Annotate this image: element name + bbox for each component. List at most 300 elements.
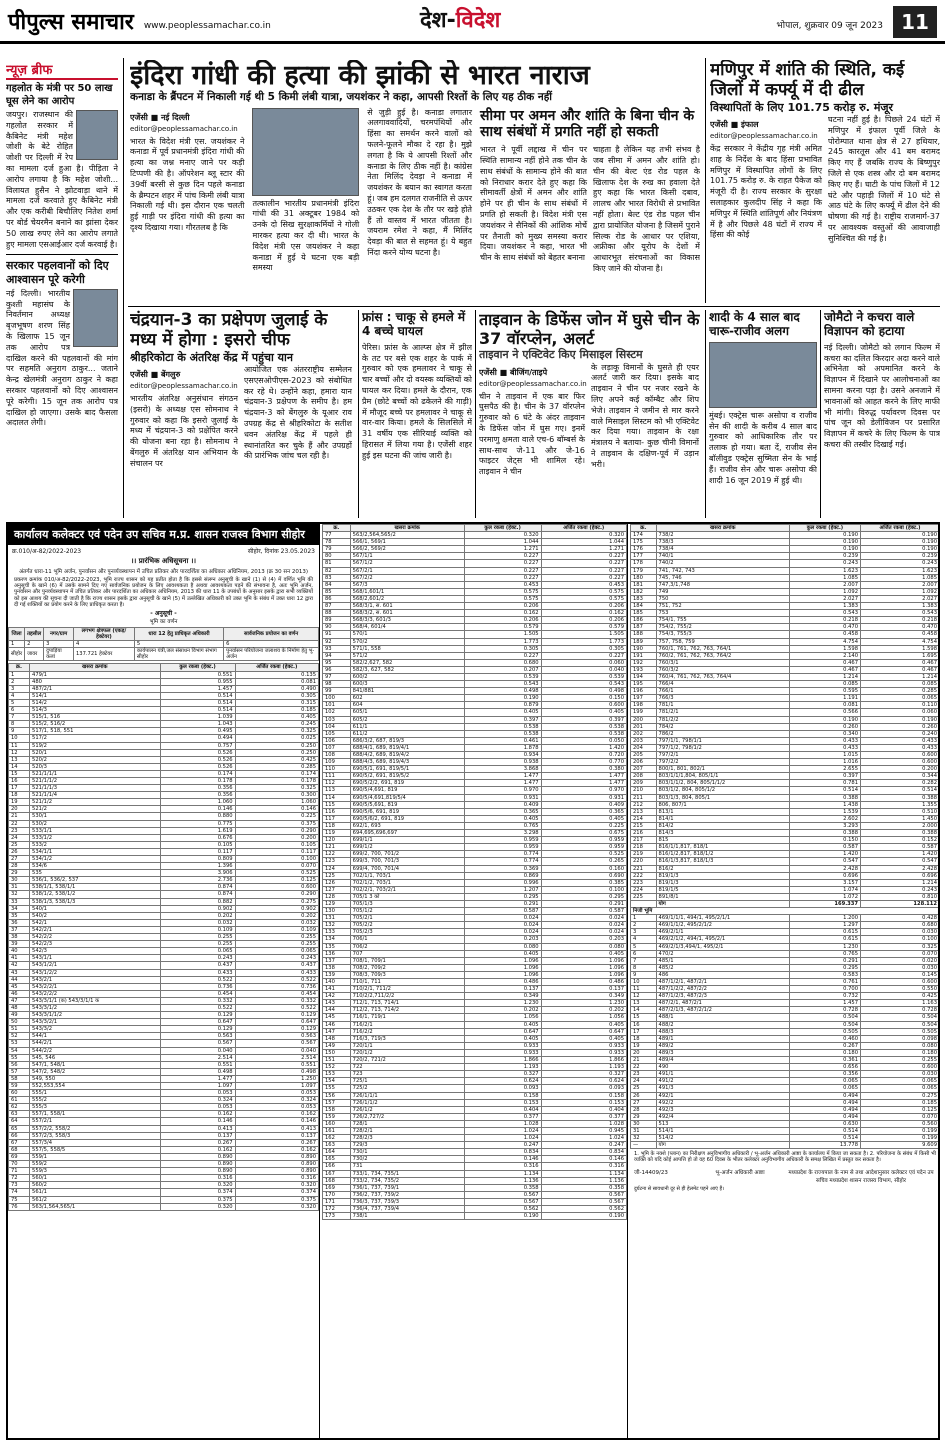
table-cell: 0.129 — [160, 1026, 235, 1033]
table-cell: 0.514 — [789, 1135, 860, 1142]
table-cell: 0.305 — [464, 645, 541, 652]
table-row — [631, 624, 940, 631]
table-cell: 0.199 — [861, 1127, 940, 1134]
table-cell: 806, 807/1 — [656, 801, 789, 808]
table-cell: 200 — [631, 716, 657, 723]
table-cell: 540/2 — [30, 912, 161, 919]
table-row — [9, 1090, 319, 1097]
table-cell: 81 — [323, 560, 351, 567]
table-cell: 1.044 — [464, 539, 541, 546]
table-row — [323, 1057, 627, 1064]
table-row — [9, 728, 319, 735]
table-cell: 0.065 — [160, 948, 235, 955]
table-cell: 181 — [631, 581, 657, 588]
table-row — [323, 915, 627, 922]
table-cell: 534/1/1 — [30, 848, 161, 855]
table-cell: 545, 546 — [30, 1054, 161, 1061]
table-cell: 520/2 — [30, 756, 161, 763]
table-cell: 731 — [350, 1163, 464, 1170]
table-cell: 30 — [631, 1120, 657, 1127]
table-cell: 0.615 — [789, 936, 860, 943]
table-cell: 747,3/1,748 — [656, 581, 789, 588]
table-cell: 0.190 — [861, 532, 940, 539]
table-cell: 1.457 — [789, 1000, 860, 1007]
total-area: 169.337 — [789, 900, 860, 907]
table-cell: 0.065 — [861, 1078, 940, 1085]
head-cols-cell: जिला — [9, 628, 25, 641]
table-row — [631, 872, 940, 879]
table-cell: 0.405 — [541, 815, 626, 822]
table-cell: 1.016 — [789, 759, 860, 766]
table-cell: 0.025 — [235, 735, 318, 742]
table-row — [323, 759, 627, 766]
private-land-subhead: निजी भूमि — [631, 908, 940, 915]
table-cell: 30 — [9, 877, 30, 884]
lead-byline: एजेंसी ■ नई दिल्ली — [130, 112, 190, 122]
table-cell: 1.505 — [541, 631, 626, 638]
table-cell: 520/3 — [30, 763, 161, 770]
table-row — [9, 1161, 319, 1168]
table-cell: 148 — [323, 1035, 351, 1042]
table-cell: 47 — [9, 997, 30, 1004]
table-cell: 141 — [323, 986, 351, 993]
table-cell: 0.200 — [235, 834, 318, 841]
table-row — [631, 645, 940, 652]
table-cell: 0.282 — [861, 780, 940, 787]
table-cell: 0.522 — [235, 1004, 318, 1011]
table-cell: 97 — [323, 673, 351, 680]
table-cell: 1.193 — [541, 1064, 626, 1071]
table-cell: 0.409 — [464, 801, 541, 808]
table-cell: 22 — [631, 1064, 657, 1071]
table-cell: 567/1/2 — [350, 560, 464, 567]
table-cell: 1.097 — [160, 1083, 235, 1090]
table-row — [631, 794, 940, 801]
table-row — [9, 841, 319, 848]
table-cell: 19 — [631, 1042, 657, 1049]
table-row — [323, 737, 627, 744]
table-cell: 45 — [9, 983, 30, 990]
table-cell: 0.260 — [789, 723, 860, 730]
table-cell: 0.388 — [861, 830, 940, 837]
table-cell: 0.970 — [541, 787, 626, 794]
table-cell: 1.355 — [861, 801, 940, 808]
table-cell: 2.000 — [861, 822, 940, 829]
taiwan-headline: ताइवान के डिफेंस जोन में घुसे चीन के 37 वॉरप्लेन, अलर्ट — [479, 310, 700, 349]
table-cell: 0.388 — [861, 794, 940, 801]
table-cell: 0.600 — [235, 884, 318, 891]
table-cell: 143 — [323, 1000, 351, 1007]
table-cell: 1.773 — [464, 638, 541, 645]
table-row — [9, 721, 319, 728]
table-cell: 0.522 — [235, 976, 318, 983]
table-cell: 1.096 — [464, 971, 541, 978]
table-cell: 530/1 — [30, 813, 161, 820]
china-para-1: भारत ने पूर्वी लद्दाख में चीन पर स्थिति सामान्य नहीं होने तक चीन के साथ संबंधों के सामान्य होने की बात को निराधार करार देते हुए कहा कि सीमावर्ती क्षेत्रों में अमन और शांति होने पर ही चीन के साथ संबंधों में प्रगति हो सकती है। विदेश मंत्री एस जयशंकर ने सैनिकों की आंशिक मोर्चे पर तैनाती को मुख्य समस्या करार दिया। जयशंकर ने कहा, भारत भी चीन के साथ संबंधों को बेहतर बनाना — [479, 145, 587, 263]
table-cell: 190 — [631, 645, 657, 652]
table-cell: 0.324 — [160, 1097, 235, 1104]
table-cell: 161 — [323, 1127, 351, 1134]
table-row — [323, 716, 627, 723]
masthead — [0, 0, 945, 44]
table-cell: 561/2 — [30, 1196, 161, 1203]
lead-para-3: से जुड़ी हुई है। कनाडा लगातार अलगाववादियों, चरमपंथियों और हिंसा का समर्थन करने वालों को फलने-फूलने मौका दे रहा है। मुझे लगता है कि ये आपसी रिश्तों और कनाडा के लिए ठीक नहीं है। कांग्रेस नेता मिलिंद देवड़ा ने कनाडा में जयशंकर के बयान का स्वागत करता हूं। जब हम दलगत राजनीति से ऊपर उठकर एक देश के तौर पर खड़े होते हैं तो वास्तव में भारत जीतता है। जयराम रमेश ने कहा, मैं मिलिंद देवड़ा की बात से सहमत हूं। ये बहुत निंदा करने योग्य घटना है। — [367, 107, 472, 258]
table-cell: 543/1/1 — [30, 955, 161, 962]
table-cell: 515/2, 516/2 — [30, 721, 161, 728]
table-cell: 0.405 — [464, 709, 541, 716]
table-cell: 0.880 — [160, 813, 235, 820]
table-cell: 61 — [9, 1097, 30, 1104]
table-cell: 1.134 — [541, 1170, 626, 1177]
table-cell: 67 — [9, 1139, 30, 1146]
table-cell: 0.227 — [464, 553, 541, 560]
table-cell: 0.032 — [235, 919, 318, 926]
table-cell: 0.053 — [160, 1104, 235, 1111]
table-cell: 557/1, 558/1 — [30, 1111, 161, 1118]
table-cell: 12 — [9, 749, 30, 756]
table-cell: 220 — [631, 858, 657, 865]
table-row — [323, 744, 627, 751]
table-row — [323, 666, 627, 673]
table-cell: 0.240 — [861, 730, 940, 737]
table-row — [323, 1170, 627, 1177]
table-row — [323, 1078, 627, 1085]
table-cell: 0.227 — [541, 567, 626, 574]
table-cell: 530/2 — [30, 820, 161, 827]
table-cell: 16 — [9, 777, 30, 784]
table-cell: 65 — [9, 1125, 30, 1132]
table-row — [323, 539, 627, 546]
table-cell: 0.129 — [160, 1012, 235, 1019]
table-cell: 0.539 — [464, 673, 541, 680]
table-row — [9, 997, 319, 1004]
table-cell: 71 — [9, 1168, 30, 1175]
table-cell: 0.206 — [541, 603, 626, 610]
signatory-right: मध्यप्रदेश के राज्यपाल के नाम से तथा आदेशानुसार कलेक्टर एवं पदेन उप सचिव मध्यप्रदेश शासन राजस्व विभाग, सीहोर — [788, 1169, 934, 1184]
table-cell: 0.129 — [235, 1026, 318, 1033]
table-cell: 0.146 — [464, 1156, 541, 1163]
table-cell: 5 — [9, 699, 30, 706]
table-row — [631, 603, 940, 610]
table-cell: 60 — [9, 1090, 30, 1097]
table-cell: 1.477 — [541, 773, 626, 780]
zomato-story — [824, 310, 940, 520]
table-cell: 738/4 — [656, 546, 789, 553]
table-cell: 1.043 — [160, 721, 235, 728]
table-cell: 3.293 — [789, 822, 860, 829]
table-cell: 27 — [631, 1099, 657, 1106]
table-cell: 489/4 — [656, 1057, 789, 1064]
table-cell: 488/3 — [656, 1028, 789, 1035]
page-number: 11 — [893, 6, 937, 38]
table-cell: 1.214 — [861, 879, 940, 886]
table-cell: 1.060 — [235, 799, 318, 806]
table-cell: 1.056 — [541, 1014, 626, 1021]
table-cell: 0.505 — [861, 1028, 940, 1035]
table-cell: 1.271 — [464, 546, 541, 553]
table-cell: 1.420 — [789, 851, 860, 858]
notice-column-1 — [8, 524, 320, 1438]
table-cell: 10 — [631, 979, 657, 986]
table-row — [323, 801, 627, 808]
notice-place-date: सीहोर, दिनांक 23.05.2023 — [247, 548, 315, 555]
table-cell: 0.160 — [541, 865, 626, 872]
table-cell: 0.600 — [861, 752, 940, 759]
table-cell: 1.136 — [541, 1177, 626, 1184]
table-cell: 40 — [9, 948, 30, 955]
table-cell: 0.525 — [541, 851, 626, 858]
table-cell: 11 — [9, 742, 30, 749]
table-cell: 611/2 — [350, 730, 464, 737]
taiwan-email[interactable]: editor@peoplessamachar.co.in — [479, 379, 587, 388]
table-row — [323, 1049, 627, 1056]
table-row — [323, 1007, 627, 1014]
head-nums-cell: 6 — [224, 641, 319, 648]
table-cell: 688/4/1, 689, 819/4/1 — [350, 744, 464, 751]
table-cell: 0.190 — [464, 695, 541, 702]
table-cell: 725/2 — [350, 1085, 464, 1092]
table-cell: योग — [656, 1142, 789, 1149]
table-row — [9, 912, 319, 919]
table-row — [631, 588, 940, 595]
table-cell: 0.539 — [541, 673, 626, 680]
table-cell: 0.065 — [789, 1085, 860, 1092]
table-cell: 0.117 — [235, 848, 318, 855]
lead-email[interactable]: editor@peoplessamachar.co.in — [130, 124, 238, 133]
table-cell: 0.117 — [160, 848, 235, 855]
table-cell: 814/2 — [656, 822, 789, 829]
table-cell: 690/5/5,691, 819 — [350, 801, 464, 808]
table-header-cell: खसरा क्रमांक — [350, 525, 464, 532]
schedule-title: - अनुसूची - — [150, 610, 177, 618]
table-cell: 0.874 — [160, 891, 235, 898]
table-cell: 722 — [350, 1064, 464, 1071]
table-cell: 0.190 — [541, 1213, 626, 1220]
table-row — [323, 893, 627, 900]
site-url[interactable]: www.peoplessamachar.co.in — [143, 20, 271, 31]
table-cell: 816/1/3,817, 818/1/3 — [656, 858, 789, 865]
table-cell: 23 — [631, 1071, 657, 1078]
table-row — [323, 837, 627, 844]
table-cell: 0.538 — [464, 730, 541, 737]
table-cell: 563/2,564,565/2 — [350, 532, 464, 539]
table-cell: 25 — [631, 1085, 657, 1092]
table-cell: 170 — [323, 1191, 351, 1198]
table-cell: 72 — [9, 1175, 30, 1182]
table-cell: 781/2/2 — [656, 716, 789, 723]
table-cell: 0.938 — [464, 759, 541, 766]
table-cell: 1.207 — [464, 886, 541, 893]
taiwan-byline: एजेंसी ■ बीजिंग/ताइपे — [479, 367, 548, 377]
table-cell: 80 — [323, 553, 351, 560]
table-cell: 760/3/2 — [656, 666, 789, 673]
table-cell: 0.267 — [235, 1139, 318, 1146]
table-row — [323, 872, 627, 879]
table-cell: 0.098 — [861, 1035, 940, 1042]
table-cell: 1.230 — [541, 1000, 626, 1007]
table-cell: 487/1/2/3, 487/2/3 — [656, 993, 789, 1000]
table-cell: 2.514 — [235, 1054, 318, 1061]
notice-head-table — [8, 627, 319, 661]
table-row — [631, 681, 940, 688]
table-cell: 1.383 — [789, 603, 860, 610]
table-cell: 43 — [9, 969, 30, 976]
table-row — [9, 1146, 319, 1153]
table-cell: 166 — [323, 1163, 351, 1170]
table-cell: 538/1/2, 538/1/2 — [30, 891, 161, 898]
table-cell: 15 — [9, 770, 30, 777]
table-row — [631, 1057, 940, 1064]
head-nums-cell: 5 — [134, 641, 223, 648]
table-cell: 163 — [323, 1142, 351, 1149]
table-cell: 36 — [9, 919, 30, 926]
table-cell: 0.933 — [541, 1042, 626, 1049]
notice-body: प्रकरण क्रमांक 010/अ-82/2022-2023, भूमि राज्य शासन को यह प्रतीत होता है कि इससे संलग्न अनुसूची के खाने (1) से (4) में वर्णित भूमि की अनुसूची के खाने (6) में उसके सामने दिए गए सार्वजनिक प्रयोजन के लिए आवश्यकता है अथवा आवश्यकता पड़ने की संभावना है, अतः भूमि अर्जन, पुनर्वासन और पुनर्व्यवस्थापन में उचित प्रतिकर और पारदर्शिता का अधिकार अधिनियम, 2013 की धारा 11 के उपबंधों के अनुसार इसके द्वारा सभी व्यक्तियों को इस आशय की सूचना दी जाती है कि राज्य शासन इसके द्वारा अनुसूची के खाने (5) में उल्लेखित अधिकारी को उक्त भूमि के संबंध में उक्त धारा 12 द्वारा दी गई शक्तियों का प्रयोग करने के लिए प्राधिकृत करता है। — [14, 577, 313, 608]
manipur-email[interactable]: editor@peoplessamachar.co.in — [710, 132, 818, 141]
table-cell: 0.020 — [861, 957, 940, 964]
table-cell: 514/2 — [30, 699, 161, 706]
table-cell: 492/4 — [656, 1113, 789, 1120]
table-cell: 174 — [631, 532, 657, 539]
table-cell: 567/3 — [350, 581, 464, 588]
table-cell: 0.433 — [235, 969, 318, 976]
table-cell: 729/3 — [350, 1142, 464, 1149]
table-cell: 0.150 — [789, 837, 860, 844]
table-cell: 1.271 — [541, 546, 626, 553]
lead-subheadline: कनाडा के ब्रैंपटन में निकाली गई थी 5 किमी लंबी यात्रा, जयशंकर ने कहा, आपसी रिश्तों के लिए यह ठीक नहीं — [130, 91, 553, 104]
table-cell: 568/1,601/1 — [350, 588, 464, 595]
table-cell: 104 — [323, 723, 351, 730]
table-cell: 1.136 — [464, 1177, 541, 1184]
land-table-3 — [630, 524, 940, 1149]
table-cell: 20 — [9, 806, 30, 813]
table-cell: 0.377 — [541, 1113, 626, 1120]
table-cell: 50 — [9, 1019, 30, 1026]
notice-title: कार्यालय कलेक्टर एवं पदेन उप सचिव म.प्र. शासन राजस्व विभाग सीहोर — [8, 524, 319, 545]
table-header-cell: अर्जित रकबा (हेक्ट.) — [861, 525, 940, 532]
table-cell: 75 — [9, 1196, 30, 1203]
table-row — [9, 792, 319, 799]
table-cell: 469/2/1/3,494/1, 495/2/1 — [656, 943, 789, 950]
table-cell: 0.109 — [235, 926, 318, 933]
table-cell: 54 — [9, 1047, 30, 1054]
table-cell: 195 — [631, 681, 657, 688]
table-cell: 0.344 — [861, 773, 940, 780]
notice-heading: ।। प्रारंभिक अधिसूचना ।। — [130, 557, 197, 565]
table-cell: 489/2 — [656, 1042, 789, 1049]
table-cell: 0.356 — [160, 792, 235, 799]
table-cell: 0.834 — [464, 1149, 541, 1156]
table-cell: 0.504 — [861, 1021, 940, 1028]
table-cell: 470/2 — [656, 950, 789, 957]
table-cell: 123 — [323, 858, 351, 865]
table-cell: 93 — [323, 645, 351, 652]
table-cell: 0.728 — [861, 1007, 940, 1014]
table-cell: 0.162 — [235, 1111, 318, 1118]
table-cell: 543/3/2 — [30, 1026, 161, 1033]
table-cell: 814/1 — [656, 815, 789, 822]
head-cols-cell: लगभग क्षेत्रफल (एकड़/हेक्टेयर) — [74, 628, 135, 641]
table-row — [631, 801, 940, 808]
table-row — [631, 766, 940, 773]
table-row — [9, 777, 319, 784]
schedule-subtitle: भूमि का वर्णन — [149, 619, 178, 626]
table-cell: 0.647 — [541, 1028, 626, 1035]
table-row — [631, 1021, 940, 1028]
table-row — [9, 1118, 319, 1125]
table-cell: 0.490 — [235, 685, 318, 692]
chandrayaan-email[interactable]: editor@peoplessamachar.co.in — [130, 382, 238, 391]
table-row — [323, 879, 627, 886]
table-row — [631, 986, 940, 993]
table-row — [9, 692, 319, 699]
table-row — [323, 1142, 627, 1149]
brief-headline-2: सरकार पहलवानों को दिए आश्वासन पूरे करेगी — [6, 259, 109, 287]
table-header-cell: अर्जित रकबा (हेक्ट.) — [541, 525, 626, 532]
table-cell: 0.458 — [789, 631, 860, 638]
table-cell: 0.494 — [160, 735, 235, 742]
table-row — [323, 971, 627, 978]
table-cell: 1.028 — [464, 1120, 541, 1127]
table-cell: 0.397 — [789, 773, 860, 780]
table-cell: 222 — [631, 872, 657, 879]
table-row — [631, 993, 940, 1000]
table-cell: 728/1 — [350, 1120, 464, 1127]
table-row — [9, 1004, 319, 1011]
table-cell: 486 — [656, 971, 789, 978]
table-row — [631, 822, 940, 829]
table-cell: 0.551 — [160, 1061, 235, 1068]
head-vals-cell: 137.721 हेक्टेयर — [74, 648, 135, 661]
table-cell: 0.458 — [861, 631, 940, 638]
table-cell: 28 — [631, 1106, 657, 1113]
table-cell: 0.340 — [789, 730, 860, 737]
table-cell: 136 — [323, 950, 351, 957]
table-cell: 0.810 — [861, 893, 940, 900]
table-cell: 37 — [9, 926, 30, 933]
table-cell: 699/1/1 — [350, 837, 464, 844]
france-para: पेरिस। फ्रांस के आल्प्स क्षेत्र में झील के तट पर बसे एक शहर के पार्क में गुरुवार को एक हमलावर ने चाकू से चार बच्चों और दो वयस्क व्यक्तियों को घायल कर दिया। हमले के दौरान, एक प्रैम (छोटे बच्चों को ढकेलने की गाड़ी) में मौजूद बच्चे पर हमलावर ने चाकू से वार-वार किया। हमले के सिलसिले में 31 वर्षीय एक सीरियाई व्यक्ति को हिरासत में लिया गया है। एजेंसी शहर हुई इस घटना की जांच जारी है। — [362, 342, 472, 460]
table-cell: 690/5/6, 691, 819 — [350, 808, 464, 815]
table-cell: 1.598 — [861, 645, 940, 652]
table-cell: 0.178 — [235, 777, 318, 784]
table-cell: 549, 550 — [30, 1075, 161, 1082]
table-cell: 48 — [9, 1004, 30, 1011]
table-cell: 0.931 — [464, 794, 541, 801]
table-cell: 0.562 — [464, 1206, 541, 1213]
table-cell: 489/1 — [656, 1035, 789, 1042]
table-cell: 1.477 — [464, 773, 541, 780]
table-cell: 32 — [631, 1135, 657, 1142]
table-cell: 0.514 — [861, 787, 940, 794]
table-cell: 0.375 — [235, 820, 318, 827]
table-cell: 0.199 — [861, 1135, 940, 1142]
table-cell: 0.243 — [160, 955, 235, 962]
notice-column-2 — [322, 524, 628, 1438]
table-cell: 49 — [9, 1012, 30, 1019]
table-cell: 797/2/1 — [656, 752, 789, 759]
head-nums-cell: 2 — [25, 641, 44, 648]
table-cell: 137 — [323, 957, 351, 964]
table-cell: 1.539 — [789, 808, 860, 815]
table-row — [631, 1035, 940, 1042]
table-cell: 224 — [631, 886, 657, 893]
news-brief-tag: न्यूज़ ब्रीफ — [6, 60, 118, 80]
table-cell: 0.245 — [235, 721, 318, 728]
table-cell: 0.227 — [541, 553, 626, 560]
table-cell: 176 — [631, 546, 657, 553]
table-cell: 0.320 — [160, 1203, 235, 1210]
